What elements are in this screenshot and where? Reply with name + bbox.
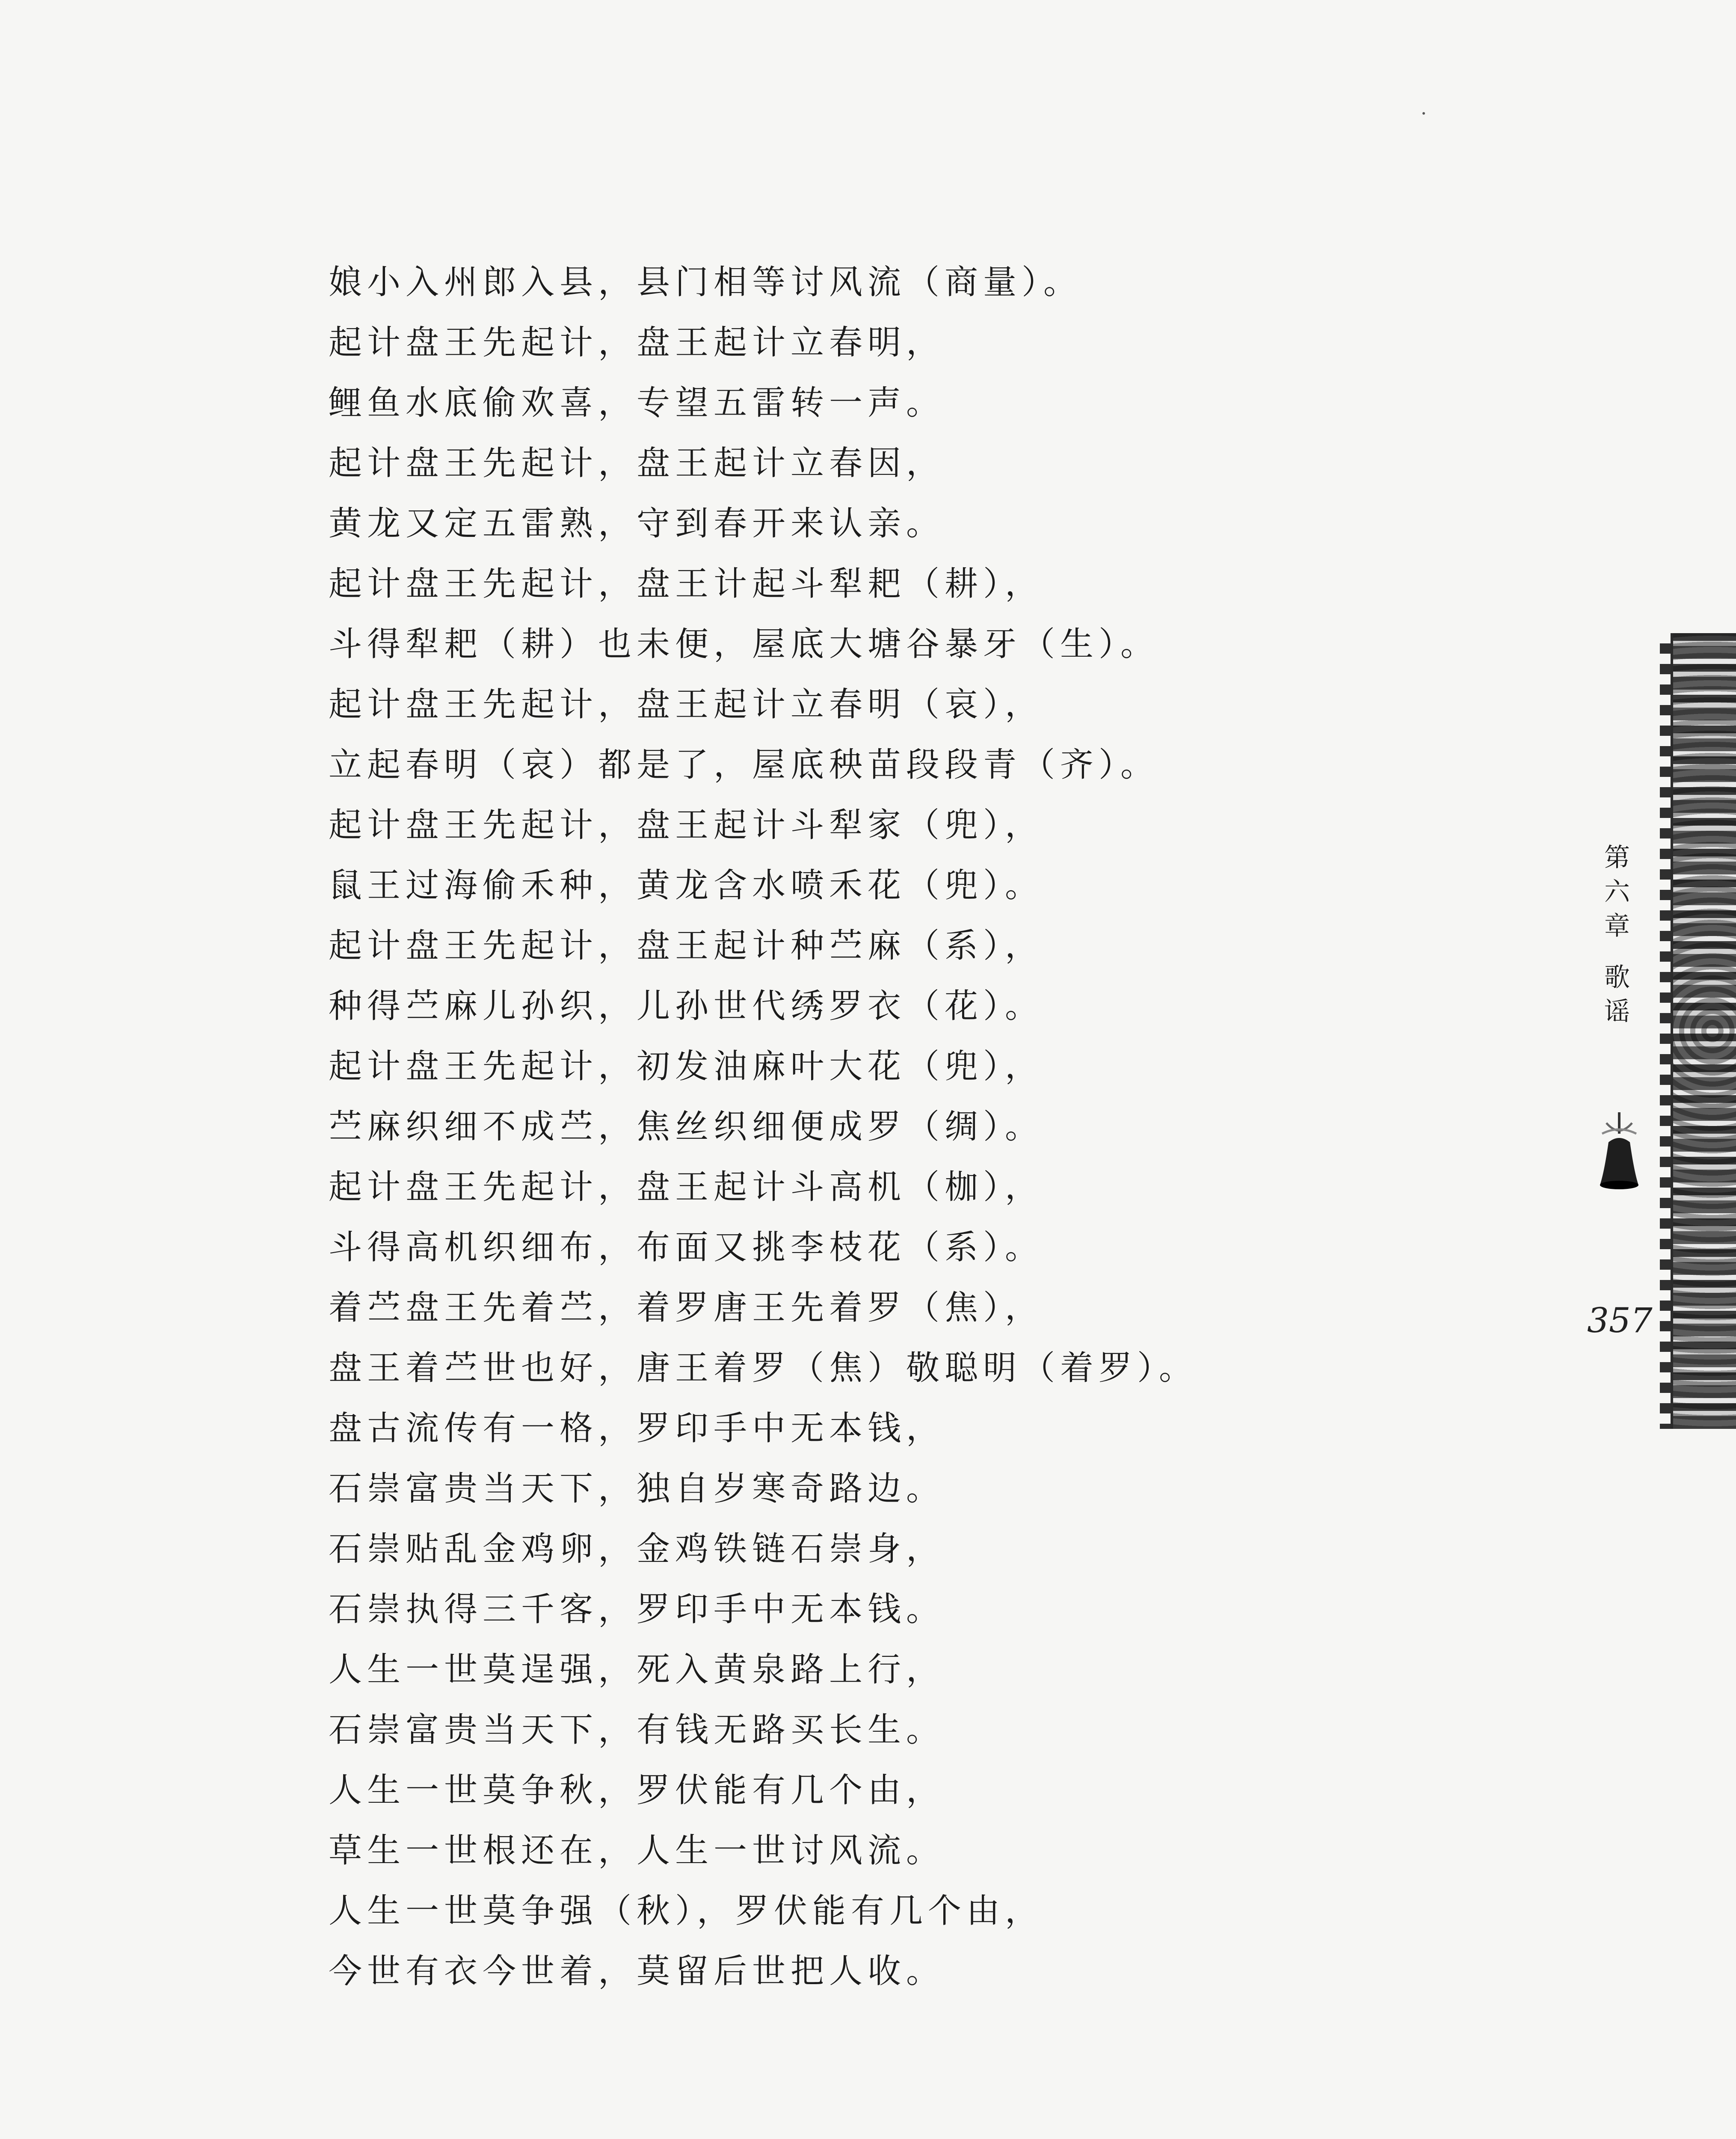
verse-line: 着苎盘王先着苎，着罗唐王先着罗（焦），	[329, 1289, 1044, 1327]
verse-line: 起计盘王先起计，盘王起计立春明，	[329, 323, 945, 362]
verse-line: 盘王着苎世也好，唐王着罗（焦）敬聪明（着罗）。	[329, 1349, 1198, 1387]
verse-line: 起计盘王先起计，初发油麻叶大花（兜），	[329, 1047, 1044, 1086]
verse-line: 人生一世莫逞强，死入黄泉路上行，	[329, 1650, 945, 1689]
verse-line: 盘古流传有一格，罗印手中无本钱，	[329, 1409, 945, 1448]
verse-line: 石崇富贵当天下，独自岁寒奇路边。	[329, 1469, 945, 1508]
page-number: 357	[1587, 1301, 1653, 1340]
verse-line: 石崇富贵当天下，有钱无路买长生。	[329, 1711, 945, 1749]
verse-line: 今世有衣今世着，莫留后世把人收。	[329, 1952, 945, 1991]
section-char: 谣	[1604, 997, 1630, 1027]
verse-line: 起计盘王先起计，盘王起计斗犁家（兜），	[329, 806, 1044, 844]
chapter-char: 章	[1604, 911, 1630, 941]
verse-line: 起计盘王先起计，盘王起计立春因，	[329, 444, 945, 483]
verse-line: 立起春明（哀）都是了，屋底秧苗段段青（齐）。	[329, 746, 1159, 784]
label-gap	[1594, 943, 1641, 960]
scan-speck	[1422, 112, 1425, 115]
decorative-border-band	[1671, 633, 1736, 1429]
chapter-sidebar-label	[1594, 841, 1641, 1029]
verse-line: 石崇贴乱金鸡卵，金鸡铁链石崇身，	[329, 1530, 945, 1568]
verse-line: 鲤鱼水底偷欢喜，专望五雷转一声。	[329, 384, 945, 422]
verse-line: 石崇执得三千客，罗印手中无本钱。	[329, 1590, 945, 1629]
verse-line: 黄龙又定五雷熟，守到春开来认亲。	[329, 504, 945, 543]
verse-line: 起计盘王先起计，盘王起计种苎麻（系），	[329, 927, 1044, 965]
verse-line: 娘小入州郎入县，县门相等讨风流（商量）。	[329, 263, 1082, 302]
chapter-char: 第	[1604, 843, 1630, 873]
verse-line: 起计盘王先起计，盘王计起斗犁耙（耕），	[329, 565, 1044, 603]
chapter-char: 六	[1604, 877, 1630, 907]
section-char: 歌	[1604, 963, 1630, 992]
verse-line: 起计盘王先起计，盘王起计斗高机（枷），	[329, 1168, 1044, 1206]
verse-body	[329, 252, 1569, 2002]
verse-line: 斗得高机织细布，布面又挑李枝花（系）。	[329, 1228, 1044, 1267]
verse-line: 草生一世根还在，人生一世讨风流。	[329, 1831, 945, 1870]
verse-line: 人生一世莫争秋，罗伏能有几个由，	[329, 1771, 945, 1810]
verse-line: 苎麻织细不成苎，焦丝织细便成罗（绸）。	[329, 1108, 1044, 1146]
verse-line: 起计盘王先起计，盘王起计立春明（哀），	[329, 685, 1044, 724]
bell-icon	[1589, 1108, 1649, 1194]
verse-line: 人生一世莫争强（秋），罗伏能有几个由，	[329, 1892, 1044, 1930]
verse-line: 种得苎麻儿孙织，儿孙世代绣罗衣（花）。	[329, 987, 1044, 1025]
verse-line: 鼠王过海偷禾种，黄龙含水喷禾花（兜）。	[329, 866, 1044, 905]
verse-line: 斗得犁耙（耕）也未便，屋底大塘谷暴牙（生）。	[329, 625, 1159, 664]
